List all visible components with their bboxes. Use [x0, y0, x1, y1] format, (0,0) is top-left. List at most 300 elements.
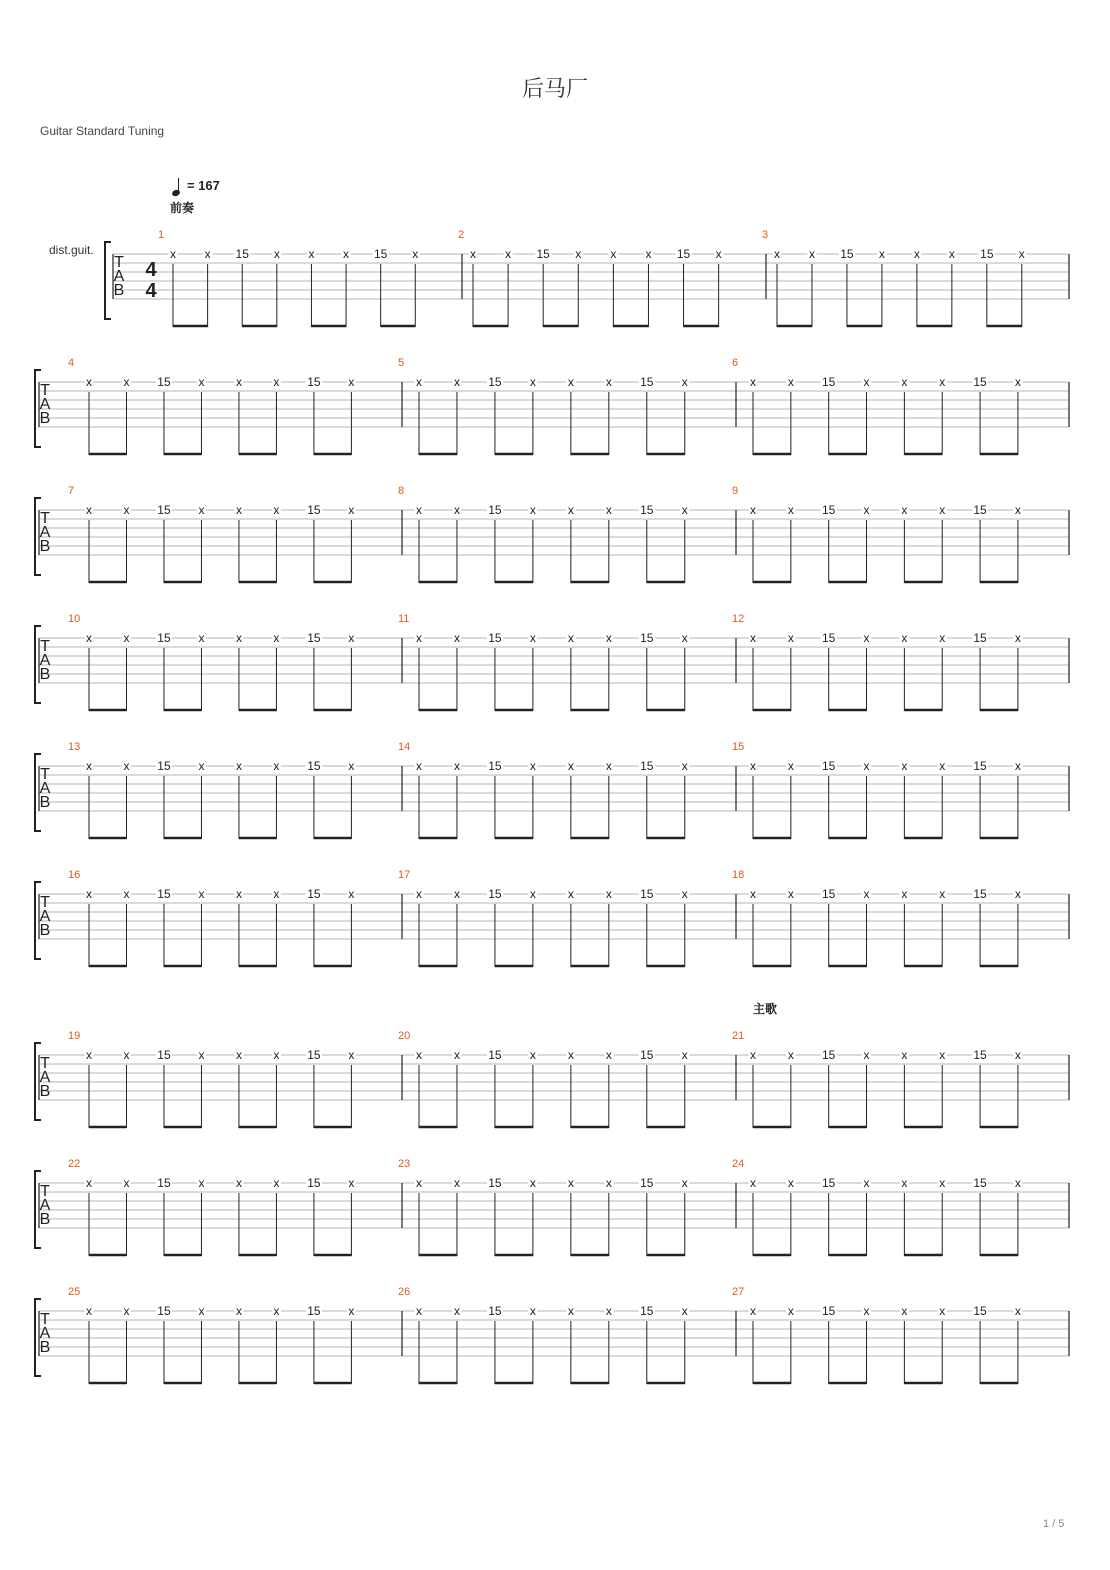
tab-system — [0, 736, 1110, 850]
fret-number: 15 — [488, 631, 502, 645]
fret-number: 15 — [973, 631, 987, 645]
measure-number: 23 — [398, 1158, 411, 1170]
dead-note: x — [86, 1176, 92, 1190]
fret-number: 15 — [640, 375, 654, 389]
dead-note: x — [605, 1176, 612, 1190]
dead-note: x — [1014, 887, 1021, 901]
measure — [732, 357, 1022, 455]
dead-note: x — [645, 247, 652, 261]
tab-clef-letter: B — [39, 1083, 51, 1100]
fret-number: 15 — [488, 1048, 502, 1062]
fret-number: 15 — [157, 503, 171, 517]
dead-note: x — [416, 631, 422, 645]
dead-note: x — [453, 1048, 460, 1062]
dead-note: x — [343, 247, 350, 261]
measure-number: 8 — [398, 485, 405, 497]
dead-note: x — [123, 375, 130, 389]
dead-note: x — [416, 1304, 422, 1318]
measure — [458, 229, 723, 327]
system-bracket — [105, 242, 111, 319]
dead-note: x — [198, 1176, 205, 1190]
section-label-intro: 前奏 — [170, 201, 195, 215]
dead-note: x — [204, 247, 211, 261]
dead-note: x — [787, 759, 794, 773]
tab-system-svg — [0, 608, 1110, 718]
fret-number: 15 — [157, 631, 171, 645]
tab-clef-letter: B — [113, 282, 125, 299]
measure-number: 22 — [68, 1158, 81, 1170]
measure-number: 21 — [732, 1030, 745, 1042]
fret-number: 15 — [640, 887, 654, 901]
measure-number: 16 — [68, 869, 81, 881]
fret-number: 15 — [307, 759, 321, 773]
fret-number: 15 — [488, 1176, 502, 1190]
tab-system-svg — [0, 736, 1110, 846]
tab-system — [0, 1281, 1110, 1395]
dead-note: x — [1014, 503, 1021, 517]
dead-note: x — [348, 1048, 355, 1062]
fret-number: 15 — [822, 887, 836, 901]
tab-system — [0, 224, 1110, 338]
dead-note: x — [273, 1048, 280, 1062]
dead-note: x — [787, 375, 794, 389]
tab-clef-letter: B — [39, 538, 51, 555]
dead-note: x — [235, 631, 242, 645]
measure-number: 13 — [68, 741, 81, 753]
dead-note: x — [567, 375, 574, 389]
fret-number: 15 — [822, 1176, 836, 1190]
dead-note: x — [939, 1048, 946, 1062]
fret-number: 15 — [640, 631, 654, 645]
measure — [732, 1158, 1022, 1256]
dead-note: x — [235, 503, 242, 517]
dead-note: x — [123, 1176, 130, 1190]
tab-clef-letter: A — [39, 780, 51, 797]
measure — [68, 741, 356, 839]
dead-note: x — [878, 247, 885, 261]
tab-system — [0, 1153, 1110, 1267]
page-number: 1 / 5 — [1043, 1518, 1065, 1530]
tab-system-svg — [0, 1281, 1110, 1391]
fret-number: 15 — [973, 759, 987, 773]
measure — [732, 613, 1022, 711]
dead-note: x — [750, 503, 756, 517]
dead-note: x — [863, 503, 870, 517]
tab-clef-letter: B — [39, 1339, 51, 1356]
measure-number: 3 — [762, 229, 769, 241]
dead-note: x — [605, 1304, 612, 1318]
measure — [732, 1030, 1022, 1128]
fret-number: 15 — [488, 759, 502, 773]
dead-note: x — [939, 887, 946, 901]
dead-note: x — [416, 1048, 422, 1062]
measure-number: 4 — [68, 357, 75, 369]
measure — [68, 1286, 356, 1384]
dead-note: x — [86, 1304, 92, 1318]
dead-note: x — [787, 631, 794, 645]
measure — [398, 485, 689, 583]
dead-note: x — [901, 631, 908, 645]
dead-note: x — [567, 1048, 574, 1062]
dead-note: x — [605, 631, 612, 645]
dead-note: x — [198, 1304, 205, 1318]
measure-number: 6 — [732, 357, 739, 369]
measure-number: 2 — [458, 229, 465, 241]
tab-clef-letter: A — [39, 908, 51, 925]
dead-note: x — [123, 1048, 130, 1062]
fret-number: 15 — [822, 1048, 836, 1062]
dead-note: x — [750, 1176, 756, 1190]
dead-note: x — [750, 887, 756, 901]
dead-note: x — [529, 1176, 536, 1190]
fret-number: 15 — [157, 375, 171, 389]
tab-clef-letter: T — [40, 766, 50, 783]
measure-number: 19 — [68, 1030, 81, 1042]
measure-number: 1 — [158, 229, 165, 241]
measure-number: 5 — [398, 357, 405, 369]
dead-note: x — [123, 887, 130, 901]
measure-number: 25 — [68, 1286, 81, 1298]
tab-clef-letter: T — [114, 254, 124, 271]
dead-note: x — [86, 375, 92, 389]
dead-note: x — [901, 375, 908, 389]
dead-note: x — [567, 887, 574, 901]
fret-number: 15 — [157, 887, 171, 901]
dead-note: x — [787, 1304, 794, 1318]
measure — [398, 1286, 689, 1384]
fret-number: 15 — [822, 503, 836, 517]
tab-system — [0, 352, 1110, 466]
dead-note: x — [939, 631, 946, 645]
measure-number: 27 — [732, 1286, 745, 1298]
dead-note: x — [901, 1304, 908, 1318]
dead-note: x — [235, 1304, 242, 1318]
dead-note: x — [1014, 375, 1021, 389]
dead-note: x — [567, 631, 574, 645]
dead-note: x — [529, 759, 536, 773]
dead-note: x — [681, 631, 688, 645]
fret-number: 15 — [973, 1048, 987, 1062]
tuning-label: Guitar Standard Tuning — [40, 124, 165, 138]
measure-number: 26 — [398, 1286, 411, 1298]
dead-note: x — [901, 759, 908, 773]
fret-number: 15 — [307, 503, 321, 517]
fret-number: 15 — [307, 887, 321, 901]
section-label-verse: 主歌 — [753, 1002, 778, 1016]
dead-note: x — [235, 759, 242, 773]
measure — [68, 357, 356, 455]
dead-note: x — [123, 503, 130, 517]
measure-number: 14 — [398, 741, 411, 753]
dead-note: x — [235, 1048, 242, 1062]
fret-number: 15 — [157, 759, 171, 773]
dead-note: x — [273, 1176, 280, 1190]
fret-number: 15 — [307, 1048, 321, 1062]
tab-system-svg — [0, 1153, 1110, 1263]
measure-number: 24 — [732, 1158, 745, 1170]
tab-clef-letter: T — [40, 382, 50, 399]
measure — [398, 1030, 689, 1128]
dead-note: x — [808, 247, 815, 261]
dead-note: x — [123, 1304, 130, 1318]
fret-number: 15 — [157, 1176, 171, 1190]
dead-note: x — [605, 503, 612, 517]
dead-note: x — [453, 375, 460, 389]
fret-number: 15 — [307, 1304, 321, 1318]
dead-note: x — [750, 1048, 756, 1062]
tempo-text: = 167 — [187, 178, 220, 193]
dead-note: x — [1014, 759, 1021, 773]
time-signature-top: 4 — [145, 259, 157, 281]
dead-note: x — [681, 1304, 688, 1318]
tempo-marking — [177, 178, 220, 196]
fret-number: 15 — [822, 631, 836, 645]
dead-note: x — [863, 887, 870, 901]
dead-note: x — [348, 503, 355, 517]
dead-note: x — [605, 759, 612, 773]
dead-note: x — [416, 503, 422, 517]
measure — [732, 869, 1022, 967]
tab-clef-letter: T — [40, 894, 50, 911]
fret-number: 15 — [973, 503, 987, 517]
measure — [732, 741, 1022, 839]
tab-clef-letter: B — [39, 922, 51, 939]
dead-note: x — [170, 247, 176, 261]
dead-note: x — [750, 631, 756, 645]
fret-number: 15 — [822, 759, 836, 773]
song-title: 后马厂 — [521, 77, 588, 102]
dead-note: x — [1014, 631, 1021, 645]
fret-number: 15 — [157, 1048, 171, 1062]
measure-number: 18 — [732, 869, 745, 881]
dead-note: x — [939, 375, 946, 389]
tab-clef-letter: B — [39, 794, 51, 811]
measure — [158, 229, 420, 327]
dead-note: x — [939, 1304, 946, 1318]
fret-number: 15 — [980, 247, 994, 261]
fret-number: 15 — [488, 375, 502, 389]
tab-clef-letter: B — [39, 1211, 51, 1228]
tab-clef-letter: T — [40, 510, 50, 527]
tab-clef-letter: T — [40, 638, 50, 655]
dead-note: x — [348, 759, 355, 773]
dead-note: x — [273, 1304, 280, 1318]
dead-note: x — [750, 759, 756, 773]
dead-note: x — [681, 503, 688, 517]
dead-note: x — [470, 247, 476, 261]
measure — [398, 613, 689, 711]
fret-number: 15 — [640, 1304, 654, 1318]
tab-system — [0, 1025, 1110, 1139]
dead-note: x — [348, 1176, 355, 1190]
dead-note: x — [605, 887, 612, 901]
fret-number: 15 — [307, 1176, 321, 1190]
fret-number: 15 — [488, 1304, 502, 1318]
dead-note: x — [863, 375, 870, 389]
fret-number: 15 — [822, 1304, 836, 1318]
dead-note: x — [1018, 247, 1025, 261]
dead-note: x — [901, 503, 908, 517]
fret-number: 15 — [373, 247, 388, 261]
dead-note: x — [605, 1048, 612, 1062]
tab-system-svg — [0, 480, 1110, 590]
dead-note: x — [86, 503, 92, 517]
tab-system — [0, 864, 1110, 978]
measure — [398, 869, 689, 967]
fret-number: 15 — [973, 1304, 987, 1318]
tab-clef-letter: A — [113, 268, 125, 285]
dead-note: x — [863, 631, 870, 645]
dead-note: x — [198, 631, 205, 645]
dead-note: x — [273, 759, 280, 773]
dead-note: x — [348, 375, 355, 389]
dead-note: x — [610, 247, 617, 261]
dead-note: x — [123, 759, 130, 773]
dead-note: x — [416, 1176, 422, 1190]
measure-number: 11 — [398, 613, 410, 625]
dead-note: x — [308, 247, 315, 261]
fret-number: 15 — [640, 759, 654, 773]
dead-note: x — [787, 503, 794, 517]
measure-number: 9 — [732, 485, 739, 497]
fret-number: 15 — [822, 375, 836, 389]
dead-note: x — [505, 247, 512, 261]
dead-note: x — [529, 503, 536, 517]
dead-note: x — [529, 1304, 536, 1318]
fret-number: 15 — [640, 503, 654, 517]
fret-number: 15 — [157, 1304, 171, 1318]
tab-clef-letter: B — [39, 666, 51, 683]
dead-note: x — [787, 1048, 794, 1062]
tab-clef-letter: A — [39, 396, 51, 413]
dead-note: x — [1014, 1176, 1021, 1190]
dead-note: x — [787, 1176, 794, 1190]
dead-note: x — [863, 1304, 870, 1318]
dead-note: x — [453, 759, 460, 773]
fret-number: 15 — [307, 375, 321, 389]
dead-note: x — [198, 1048, 205, 1062]
fret-number: 15 — [676, 247, 691, 261]
dead-note: x — [901, 1048, 908, 1062]
quarter-note-icon — [177, 178, 185, 196]
dead-note: x — [575, 247, 582, 261]
dead-note: x — [123, 631, 130, 645]
fret-number: 15 — [840, 247, 854, 261]
dead-note: x — [86, 759, 92, 773]
dead-note: x — [453, 1304, 460, 1318]
measure — [398, 1158, 689, 1256]
dead-note: x — [198, 759, 205, 773]
dead-note: x — [86, 631, 92, 645]
dead-note: x — [86, 887, 92, 901]
dead-note: x — [774, 247, 780, 261]
dead-note: x — [939, 759, 946, 773]
dead-note: x — [273, 887, 280, 901]
tab-system-svg — [0, 1025, 1110, 1135]
dead-note: x — [198, 887, 205, 901]
dead-note: x — [605, 375, 612, 389]
measure-number: 15 — [732, 741, 745, 753]
dead-note: x — [681, 1048, 688, 1062]
tab-clef-letter: A — [39, 1325, 51, 1342]
dead-note: x — [567, 1304, 574, 1318]
dead-note: x — [416, 887, 422, 901]
time-signature-bottom: 4 — [145, 280, 157, 302]
dead-note: x — [1014, 1048, 1021, 1062]
measure — [68, 1030, 356, 1128]
dead-note: x — [198, 375, 205, 389]
measure — [398, 741, 689, 839]
fret-number: 15 — [307, 631, 321, 645]
fret-number: 15 — [973, 1176, 987, 1190]
measure — [68, 1158, 356, 1256]
dead-note: x — [453, 887, 460, 901]
dead-note: x — [863, 759, 870, 773]
dead-note: x — [1014, 1304, 1021, 1318]
dead-note: x — [913, 247, 920, 261]
fret-number: 15 — [640, 1176, 654, 1190]
dead-note: x — [681, 1176, 688, 1190]
fret-number: 15 — [488, 503, 502, 517]
dead-note: x — [273, 503, 280, 517]
dead-note: x — [348, 631, 355, 645]
dead-note: x — [235, 887, 242, 901]
dead-note: x — [567, 759, 574, 773]
dead-note: x — [529, 887, 536, 901]
measure-number: 17 — [398, 869, 411, 881]
dead-note: x — [453, 631, 460, 645]
measure — [732, 1286, 1022, 1384]
dead-note: x — [939, 503, 946, 517]
dead-note: x — [863, 1176, 870, 1190]
fret-number: 15 — [488, 887, 502, 901]
measure-number: 10 — [68, 613, 81, 625]
dead-note: x — [412, 247, 419, 261]
dead-note: x — [948, 247, 955, 261]
dead-note: x — [529, 631, 536, 645]
tab-system-svg — [0, 352, 1110, 462]
dead-note: x — [750, 375, 756, 389]
dead-note: x — [750, 1304, 756, 1318]
tab-clef-letter: T — [40, 1311, 50, 1328]
dead-note: x — [273, 375, 280, 389]
instrument-label: dist.guit. — [49, 243, 94, 257]
dead-note: x — [529, 1048, 536, 1062]
dead-note: x — [901, 1176, 908, 1190]
dead-note: x — [681, 887, 688, 901]
fret-number: 15 — [536, 247, 550, 261]
measure-number: 20 — [398, 1030, 411, 1042]
tab-system-svg — [0, 224, 1110, 334]
measure — [732, 485, 1022, 583]
tab-clef-letter: A — [39, 1069, 51, 1086]
dead-note: x — [235, 375, 242, 389]
dead-note: x — [787, 887, 794, 901]
tab-system-svg — [0, 864, 1110, 974]
measure — [68, 869, 356, 967]
dead-note: x — [416, 375, 422, 389]
tab-clef-letter: T — [40, 1055, 50, 1072]
tab-clef-letter: T — [40, 1183, 50, 1200]
dead-note: x — [453, 1176, 460, 1190]
dead-note: x — [273, 631, 280, 645]
tab-clef-letter: A — [39, 652, 51, 669]
dead-note: x — [86, 1048, 92, 1062]
tab-clef-letter: A — [39, 1197, 51, 1214]
measure-number: 7 — [68, 485, 75, 497]
dead-note: x — [416, 759, 422, 773]
dead-note: x — [235, 1176, 242, 1190]
